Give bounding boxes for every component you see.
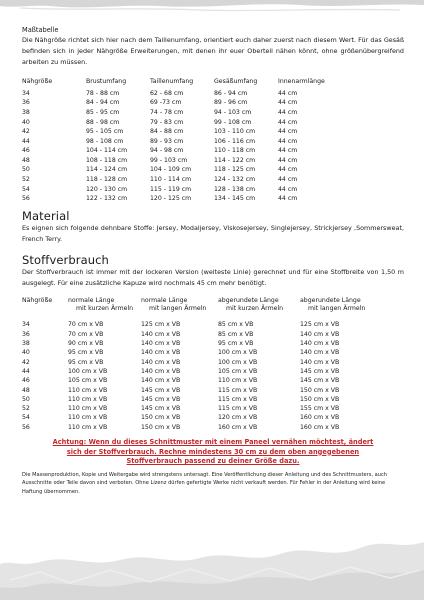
- fabric-table-row-cell: 125 cm x VB: [141, 321, 181, 329]
- size-table-header: Innenarmlänge: [278, 77, 325, 85]
- size-table-row-cell: 34: [22, 89, 30, 97]
- fabric-table-row: [22, 376, 382, 385]
- size-table-row: [22, 98, 342, 108]
- fabric-table-row-cell: 160 cm x VB: [218, 423, 258, 431]
- size-table-row-cell: 118 - 128 cm: [86, 176, 128, 184]
- fabric-table-row-cell: 48: [22, 386, 30, 394]
- size-table-row-cell: 98 - 108 cm: [86, 137, 124, 145]
- fabric-table-row: [22, 330, 382, 339]
- fabric-table-row-cell: 150 cm x VB: [300, 386, 340, 394]
- fabric-table-header: Nähgröße: [22, 297, 53, 305]
- fabric-table-row-cell: 100 cm x VB: [68, 367, 108, 375]
- fabric-table-row-cell: 140 cm x VB: [141, 367, 181, 375]
- size-table-row-cell: 79 - 83 cm: [150, 118, 184, 126]
- size-table-row-cell: 42: [22, 128, 30, 136]
- fabric-table-row-cell: 110 cm x VB: [68, 395, 108, 403]
- material-text: Es eignen sich folgende dehnbare Stoffe: Jersey, Modaljersey, Viskosejersey, Singlejersey, Strickjersey ,Sommersweat, French Terry.: [22, 223, 404, 243]
- fabric-table-row-cell: 70 cm x VB: [68, 321, 104, 329]
- size-table-row-cell: 44: [22, 137, 30, 145]
- fabric-table-row-cell: 140 cm x VB: [300, 358, 340, 366]
- fabric-table-row-cell: 115 cm x VB: [218, 386, 258, 394]
- warning-notice: [22, 438, 404, 467]
- fabric-table-row-cell: 85 cm x VB: [218, 330, 254, 338]
- size-table-row-cell: 118 - 125 cm: [214, 166, 256, 174]
- size-table-row-cell: 120 - 130 cm: [86, 185, 128, 193]
- fabric-table-row-cell: 42: [22, 358, 30, 366]
- size-table-row-cell: 99 - 108 cm: [214, 118, 252, 126]
- size-table-row-cell: 89 - 93 cm: [150, 137, 184, 145]
- size-table-row-cell: 52: [22, 176, 30, 184]
- size-table-row-cell: 88 - 98 cm: [86, 118, 120, 126]
- size-table-row-cell: 110 - 114 cm: [150, 176, 192, 184]
- size-table-header: Taillenumfang: [150, 77, 194, 85]
- size-table-row-cell: 44 cm: [278, 128, 298, 136]
- size-table-row-cell: 134 - 145 cm: [214, 195, 256, 203]
- size-table-row-cell: 114 - 122 cm: [214, 156, 256, 164]
- size-table-row: [22, 175, 342, 185]
- fabric-table: [22, 297, 382, 432]
- fabric-table-row-cell: 100 cm x VB: [218, 349, 258, 357]
- fabric-table-row-cell: 110 cm x VB: [68, 405, 108, 413]
- size-table-row-cell: 84 - 94 cm: [86, 99, 120, 107]
- size-table-row-cell: 44 cm: [278, 195, 298, 203]
- size-table-row: [22, 127, 342, 137]
- fabric-table-row: [22, 358, 382, 367]
- fabric-table-row-cell: 110 cm x VB: [218, 377, 258, 385]
- size-table-row-cell: 44 cm: [278, 108, 298, 116]
- size-table-row-cell: 38: [22, 108, 30, 116]
- fabric-table-row: [22, 404, 382, 413]
- fabric-table-row-cell: 36: [22, 330, 30, 338]
- fabric-table-row-cell: 110 cm x VB: [68, 386, 108, 394]
- fabric-table-row-cell: 145 cm x VB: [141, 386, 181, 394]
- fabric-table-row-cell: 155 cm x VB: [300, 405, 340, 413]
- size-table-row-cell: 50: [22, 166, 30, 174]
- size-table-row-cell: 94 - 98 cm: [150, 147, 184, 155]
- size-table-row-cell: 95 - 105 cm: [86, 128, 124, 136]
- size-table-row-cell: 46: [22, 147, 30, 155]
- size-table-row-cell: 69 -73 cm: [150, 99, 182, 107]
- size-table-row-cell: 89 - 96 cm: [214, 99, 248, 107]
- size-table-header: Nähgröße: [22, 77, 53, 85]
- size-table-row-cell: 44 cm: [278, 156, 298, 164]
- fabric-table-row-cell: 95 cm x VB: [218, 340, 254, 348]
- fabric-table-row-cell: 40: [22, 349, 30, 357]
- size-table-row-cell: 78 - 88 cm: [86, 89, 120, 97]
- fabric-table-row-cell: 115 cm x VB: [218, 405, 258, 413]
- fabric-table-row-cell: 105 cm x VB: [68, 377, 108, 385]
- fabric-table-row-cell: 140 cm x VB: [300, 349, 340, 357]
- fabric-table-row-cell: 110 cm x VB: [68, 423, 108, 431]
- fabric-table-row-cell: 90 cm x VB: [68, 340, 104, 348]
- fabric-table-row: [22, 339, 382, 348]
- fabric-table-row-cell: 140 cm x VB: [300, 330, 340, 338]
- warning-line: Achtung: Wenn du dieses Schnittmuster mit einem Paneel vernähen möchtest, ändert: [52, 438, 374, 447]
- fabric-table-row-cell: 140 cm x VB: [141, 358, 181, 366]
- fabric-table-header: normale Länge mit langen Ärmeln: [141, 297, 207, 312]
- fabric-table-row-cell: 44: [22, 367, 30, 375]
- fabric-table-row-cell: 140 cm x VB: [300, 340, 340, 348]
- fabric-table-row-cell: 145 cm x VB: [141, 405, 181, 413]
- size-table-row-cell: 44 cm: [278, 99, 298, 107]
- fabric-table-row: [22, 386, 382, 395]
- warning-line: sich der Stoffverbrauch. Rechne mindestens 30 cm zu dem oben angegebenen: [66, 447, 360, 456]
- size-table-row-cell: 44 cm: [278, 185, 298, 193]
- size-table-row-cell: 62 - 68 cm: [150, 89, 184, 97]
- size-table-row: [22, 118, 342, 128]
- fabric-consumption-text: Der Stoffverbrauch ist immer mit der lockeren Version (weiteste Linie) gerechnet und für eine Stoffbreite von 1,50 m ausgelegt. Für eine zusätzliche Kapuze wird nochmals 45 cm mehr benötigt.: [22, 267, 404, 287]
- size-table-row: [22, 185, 342, 195]
- top-brush-decoration: [0, 0, 424, 14]
- fabric-table-row-cell: 150 cm x VB: [300, 395, 340, 403]
- fabric-table-row-cell: 145 cm x VB: [141, 395, 181, 403]
- size-table-row-cell: 44 cm: [278, 118, 298, 126]
- fabric-table-row-cell: 95 cm x VB: [68, 358, 104, 366]
- size-table-body: [22, 89, 342, 204]
- size-table-row-cell: 110 - 118 cm: [214, 147, 256, 155]
- fabric-table-row: [22, 395, 382, 404]
- fabric-table-row-cell: 85 cm x VB: [218, 321, 254, 329]
- fabric-table-row-cell: 140 cm x VB: [141, 349, 181, 357]
- fabric-table-row-cell: 160 cm x VB: [300, 423, 340, 431]
- size-table-row-cell: 104 - 109 cm: [150, 166, 192, 174]
- fabric-table-row-cell: 115 cm x VB: [218, 395, 258, 403]
- size-table-row-cell: 44 cm: [278, 147, 298, 155]
- fabric-table-header: abgerundete Länge mit kurzen Ärmeln: [218, 297, 284, 312]
- size-table-row-cell: 128 - 138 cm: [214, 185, 256, 193]
- size-table-row-cell: 54: [22, 185, 30, 193]
- fabric-table-row-cell: 50: [22, 395, 30, 403]
- fabric-table-row-cell: 145 cm x VB: [300, 377, 340, 385]
- size-table-row: [22, 194, 342, 204]
- fabric-table-row: [22, 413, 382, 422]
- page-content: [22, 26, 404, 496]
- size-table-row: [22, 156, 342, 166]
- size-table-row-cell: 84 - 88 cm: [150, 128, 184, 136]
- size-table-row: [22, 165, 342, 175]
- size-table-row-cell: 74 - 78 cm: [150, 108, 184, 116]
- size-table-intro: Die Nähgröße richtet sich hier nach dem Taillenumfang, orientiert euch daher zuerst nach diesem Wert. Für das Gesäß befinden sich in jeder Nähgröße Erweiterungen, mit denen ihr euer Oberteil nähen könnt, ohne größenübergreifend arbeiten zu müssen.: [22, 36, 404, 66]
- size-table-row-cell: 120 - 125 cm: [150, 195, 192, 203]
- size-table-row-cell: 56: [22, 195, 30, 203]
- size-table-row-cell: 94 - 103 cm: [214, 108, 252, 116]
- fabric-consumption-heading: Stoffverbrauch: [22, 252, 109, 267]
- fabric-table-row-cell: 105 cm x VB: [218, 367, 258, 375]
- fabric-table-row-cell: 145 cm x VB: [300, 367, 340, 375]
- material-heading: Material: [22, 208, 70, 223]
- size-table-row-cell: 36: [22, 99, 30, 107]
- fabric-table-row-cell: 34: [22, 321, 30, 329]
- fabric-table-header: abgerundete Länge mit langen Ärmeln: [300, 297, 366, 312]
- size-table-row-cell: 44 cm: [278, 137, 298, 145]
- fabric-table-row-cell: 70 cm x VB: [68, 330, 104, 338]
- size-table-row-cell: 44 cm: [278, 166, 298, 174]
- fabric-table-row-cell: 140 cm x VB: [141, 330, 181, 338]
- size-table-row: [22, 108, 342, 118]
- size-table-row-cell: 106 - 116 cm: [214, 137, 256, 145]
- fabric-table-row-cell: 150 cm x VB: [141, 423, 181, 431]
- size-table: [22, 77, 342, 204]
- fabric-table-row-cell: 140 cm x VB: [141, 340, 181, 348]
- size-table-header: Gesäßumfang: [214, 77, 258, 85]
- fabric-table-row-cell: 160 cm x VB: [300, 414, 340, 422]
- size-table-row-cell: 108 - 118 cm: [86, 156, 128, 164]
- fabric-table-row-cell: 46: [22, 377, 30, 385]
- size-table-row: [22, 137, 342, 147]
- fabric-table-row-cell: 150 cm x VB: [141, 414, 181, 422]
- size-table-row-cell: 86 - 94 cm: [214, 89, 248, 97]
- fabric-table-header-row: [22, 297, 382, 320]
- bottom-brush-decoration: [0, 520, 424, 600]
- size-table-row-cell: 124 - 132 cm: [214, 176, 256, 184]
- size-table-row-cell: 99 - 103 cm: [150, 156, 188, 164]
- size-table-row-cell: 115 - 119 cm: [150, 185, 192, 193]
- fabric-table-row-cell: 120 cm x VB: [218, 414, 258, 422]
- fabric-table-row-cell: 38: [22, 340, 30, 348]
- size-table-header: Brustumfang: [86, 77, 127, 85]
- warning-line: Stoffverbrauch passend zu deiner Größe dazu.: [126, 457, 300, 466]
- size-table-row-cell: 122 - 132 cm: [86, 195, 128, 203]
- fabric-table-row: [22, 348, 382, 357]
- size-table-row-cell: 44 cm: [278, 176, 298, 184]
- fabric-table-row-cell: 95 cm x VB: [68, 349, 104, 357]
- fabric-table-row: [22, 367, 382, 376]
- copyright-notice: Die Massenproduktion, Kopie und Weitergabe wird strengstens untersagt. Eine Veröffentlichung dieser Anleitung und des Schnittmusters, auch Ausschnitte oder Teile davon sind verboten. Ohne Lizenz dürfen gefertigte Werke nicht verkauft werden. Für Fehler in der Anleitung wird keine Haftung übernommen.: [22, 471, 388, 495]
- fabric-table-row-cell: 54: [22, 414, 30, 422]
- fabric-table-row-cell: 52: [22, 405, 30, 413]
- size-table-row-cell: 103 - 110 cm: [214, 128, 256, 136]
- size-table-row-cell: 114 - 124 cm: [86, 166, 128, 174]
- fabric-table-row: [22, 320, 382, 329]
- size-table-row-cell: 48: [22, 156, 30, 164]
- fabric-table-row-cell: 140 cm x VB: [141, 377, 181, 385]
- fabric-table-row: [22, 423, 382, 432]
- fabric-table-row-cell: 110 cm x VB: [68, 414, 108, 422]
- fabric-table-body: [22, 320, 382, 432]
- size-table-row-cell: 104 - 114 cm: [86, 147, 128, 155]
- fabric-table-row-cell: 100 cm x VB: [218, 358, 258, 366]
- size-table-row-cell: 40: [22, 118, 30, 126]
- size-table-row: [22, 146, 342, 156]
- fabric-table-row-cell: 56: [22, 423, 30, 431]
- fabric-table-row-cell: 125 cm x VB: [300, 321, 340, 329]
- size-table-row-cell: 44 cm: [278, 89, 298, 97]
- size-table-heading: Maßtabelle: [22, 26, 59, 34]
- fabric-table-header: normale Länge mit kurzen Ärmeln: [68, 297, 134, 312]
- size-table-header-row: [22, 77, 342, 89]
- size-table-row-cell: 85 - 95 cm: [86, 108, 120, 116]
- size-table-row: [22, 89, 342, 99]
